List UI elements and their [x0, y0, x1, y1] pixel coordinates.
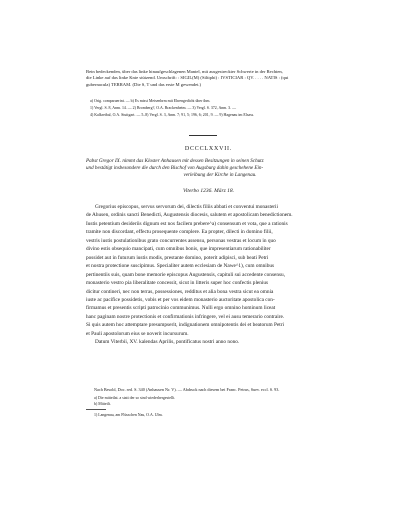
body-line: pertinentiis suis, quam bone memorie episcopus Augustensis, capituli sui accedente consensu,	[86, 271, 286, 278]
heading-line: Pabst Gregor IX. nimmt das Kloster Anhausen mit dessen Besitzungen in seinen Schutz	[86, 158, 264, 164]
document-heading	[86, 158, 354, 180]
upper-footnotes	[86, 98, 354, 119]
dateline: Viterbo 1236. März 18.	[182, 188, 235, 194]
footnote-line: b) Mitteilt.	[94, 402, 111, 406]
body-line: divino estis obsequio mancipati, cum omnibus bonis, que impresentiarum rationabiliter	[86, 246, 271, 253]
body-line: Si quis autem hoc attemptare presumpserit, indignationem omnipotentis dei et beatorum Petri	[86, 322, 285, 329]
footnote-line: a) Orig. comparuerint. — b) Es misst Meisenbrm mit Ehrengedicht über ihm.	[90, 99, 211, 103]
source-note	[86, 387, 354, 393]
footnote-line: 4) Kalkreibal, O.A. Stuttgart. — 5–8) Vergl. S. 3, Anm. 7; 91, 5; 196, 6; 201, 9. — 9) Hagenau im Elsass.	[90, 113, 255, 117]
body-line: possidet aut in futurum iustis modis, prestante domino, poterit adipisci, sub beati Petri	[86, 254, 269, 261]
lower-footnotes	[86, 395, 354, 407]
footnote-line: a) Die mitteilat. a statt der so sind wiederhergestellt.	[94, 396, 176, 400]
preceding-text	[86, 69, 354, 88]
body-line: iuste ac pacifice possidetis, vobis et per vos eidem monasterio auctoritate apostolica con-	[86, 296, 275, 303]
body-line: de Ahusen, ordinis sancti Benedicti, Augustensis diocesis, salutem et apostolicam benedictionem.	[86, 212, 293, 219]
footnote-line: 1) Vergl. S. 8, Anm. 14. — 2) Bromberg?, O.A. Brackenheim. — 3) Vergl. S. 372, Anm. 3. —	[90, 106, 236, 110]
footnote-line: 1) Langenau, am Flüsschen Nau, O.A. Ulm.	[94, 413, 163, 417]
body-line: Datum Viterbii, XV. kalendas Aprilis, pontificatus nostri anno nono.	[95, 339, 240, 346]
heading-line: und bestätigt insbesondere die durch den Bischof von Augsburg dahin geschehene Ein-	[86, 165, 264, 172]
text-line: gubernacula) TERRAM. (Die S, T und das erste M gewendet.)	[86, 81, 202, 87]
body-line: firmamus et presentis scripti patrocinio communimus. Nulli ergo omnino hominum liceat	[86, 305, 276, 312]
body-line: dicitur contineri, nec non terras, possessiones, redditus et alia bona vestra sicut ea omnia	[86, 288, 274, 295]
body-line: Iustis petentium desideriis dignum est nos facilem prebere^a) consensum et vota, que a rationis	[86, 220, 288, 227]
source-line: Nach Besold, Doc. red. S. 340 (Anhausen Nr. V). — Abdruck nach diesem bei Franc. Petrus, Suev. eccl. S. 93.	[94, 387, 280, 392]
body-line: Gregorius episcopus, servus servorum dei, dilectis filiis abbati et conventui monasterii	[95, 204, 278, 210]
text-line: die Linke auf das linke Knie stützend. Umschrift: : SIGIL(M) (Siltiphi) : IVSTICIAR : QV. . . . . NATIS : (qui	[86, 75, 289, 81]
document-number: DCCCLXXVII.	[184, 146, 233, 152]
text-line: Bein bedeckenden, über das linke hinaufgeschlagenen Mantel, mit ausgestreckter Schwerte in der Rechten,	[86, 69, 283, 74]
body-line: tramite non discordant, effectu prosequente complere. Ea propter, dilecti in domino filii,	[86, 229, 273, 236]
separator-rule	[189, 135, 217, 136]
body-line: vestris iustis postulationibus grato concurrentes assensu, personas vestras et locum in quo	[86, 237, 276, 244]
body-line: et Pauli apostolorum eius se noverit incursurum.	[86, 330, 189, 337]
heading-line: verleibung der Kirche in Langenau.	[183, 172, 257, 179]
body-line: hanc paginam nostre protectionis et confirmationis infringere, vel ei ausu temerario contraire.	[86, 313, 285, 320]
body-line: et nostra protectione suscipimus. Specialiter autem ecclesiam de Nawe^1), cum omnibus	[86, 263, 275, 270]
numbered-footnote	[86, 412, 354, 418]
body-line: monasterio vestro pia liberalitate concessit, sicut in litteris super hoc confectis plenius	[86, 280, 269, 287]
footnote-separator	[86, 409, 106, 410]
document-body	[86, 203, 354, 347]
